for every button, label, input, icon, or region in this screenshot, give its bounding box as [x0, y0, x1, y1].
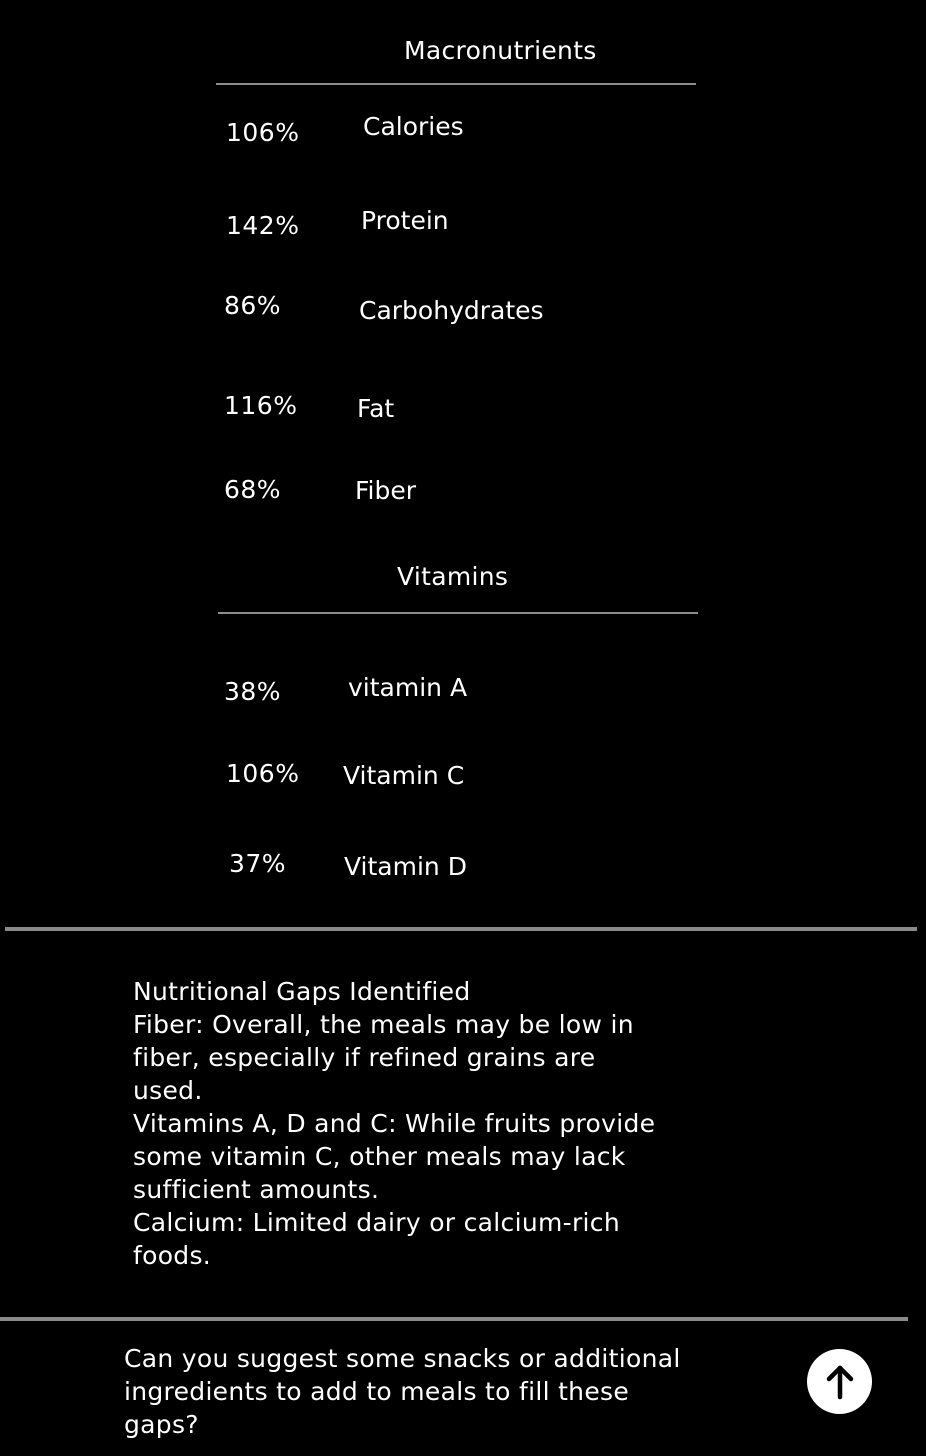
gaps-vitamins-note: Vitamins A, D and C: While fruits provide some vitamin C, other meals may lack sufficient amounts. [133, 1109, 656, 1204]
gaps-calcium-note: Calcium: Limited dairy or calcium-rich foods. [133, 1208, 620, 1270]
gaps-fiber-note: Fiber: Overall, the meals may be low in fiber, especially if refined grains are used. [133, 1010, 634, 1105]
fat-percent: 116% [224, 391, 298, 420]
vitamins-rule [218, 612, 698, 614]
user-prompt-text[interactable]: Can you suggest some snacks or additional ingredients to add to meals to fill these gaps? [124, 1344, 681, 1439]
fiber-label: Fiber [355, 476, 417, 505]
vitamin-a-percent: 38% [224, 677, 282, 706]
vitamin-d-label: Vitamin D [344, 852, 467, 881]
gaps-heading: Nutritional Gaps Identified [133, 977, 471, 1006]
vitamin-c-percent: 106% [226, 759, 300, 788]
vitamins-title: Vitamins [397, 562, 509, 591]
protein-percent: 142% [226, 211, 300, 240]
carbohydrates-percent: 86% [224, 291, 282, 320]
fat-label: Fat [357, 394, 395, 423]
composer-divider [0, 1317, 908, 1321]
carbohydrates-label: Carbohydrates [359, 296, 544, 325]
macronutrients-rule [216, 83, 696, 85]
fiber-percent: 68% [224, 475, 282, 504]
arrow-up-icon [824, 1364, 856, 1400]
vitamin-c-label: Vitamin C [343, 761, 465, 790]
section-divider [5, 927, 917, 931]
vitamin-d-percent: 37% [229, 849, 287, 878]
nutritional-gaps-message [133, 975, 673, 1272]
send-button[interactable] [807, 1349, 872, 1414]
vitamin-a-label: vitamin A [348, 673, 468, 702]
calories-percent: 106% [226, 118, 300, 147]
macronutrients-title: Macronutrients [404, 36, 597, 65]
calories-label: Calories [363, 112, 464, 141]
protein-label: Protein [361, 206, 449, 235]
